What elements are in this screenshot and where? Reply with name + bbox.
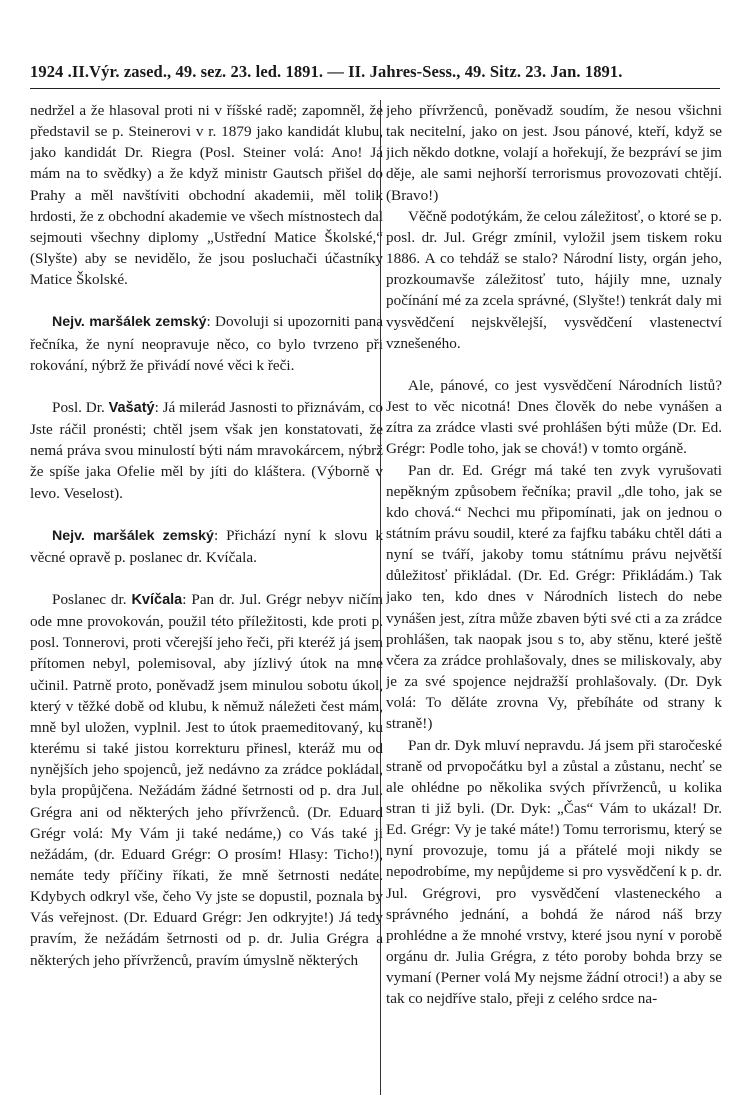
header-rule (30, 88, 720, 89)
paragraph: nedržel a že hlasoval proti ni v říšské radě; zapomněl, že představil se p. Steinerovi v r. 1879 jako kandidát klubu, jako kandidát Dr. Riegra (Posl. Steiner volá: Ano! Já mám na to svědky) a že když ministr Gautsch přišel do Prahy a měl navštíviti obchodní akademii, měl tolik hrdosti, že z obchodní akademie ve všech místnostech dal sejmouti všechny diplomy „Ustřední Matice Školské,“ (Slyšte) aby se nevidělo, že jsou posluchači účastníky Matice Školské. (30, 102, 383, 289)
speaker-title: Poslanec dr. (52, 590, 132, 608)
left-column (30, 100, 383, 1100)
paragraph: Věčně podotýkám, že celou záležitosť, o ktoré se p. posl. dr. Jul. Grégr zmínil, vyložil jsem tiskem roku 1886. A co tehdáž se stalo? Národní listy, orgán jeho, prozkoumavše záležitosť tuto, hájily mne, uznaly počínání mé za zcela správné, (Slyšte!) tenkrát daly mi vysvědčení nejskvělejší, vysvědčení vlastenectví vznešeného. (386, 207, 722, 352)
running-header: 1924 .II.Výr. zased., 49. sez. 23. led. 1891. — II. Jahres-Sess., 49. Sitz. 23. Jan. 1891. (30, 62, 623, 81)
speaker-title: Posl. Dr. (52, 398, 109, 416)
paragraph (30, 311, 383, 375)
speaker-name: Nejv. maršálek zemský (52, 314, 207, 331)
paragraph: Ale, pánové, co jest vysvědčení Národních listů? Jest to věc nicotná! Dnes člověk do nebe vynášen a zítra za zrádce vlasti své prohlášen býti může (Dr. Ed. Grégr: Podle toho, jak se chová!) v tomto orgáně. (386, 376, 722, 458)
paragraph: Pan dr. Dyk mluví nepravdu. Já jsem při staročeské straně od prvopočátku byl a zůstal a zůstanu, nechť se ale ohlédne po několika svých přívrženců, u kolika stran ti již byli. (Dr. Dyk: „Čas“ Vám to ukázal! Dr. Ed. Grégr: Vy je také máte!) Tomu terrorismu, který se nyní provozuje, tomu já a přátelé moji nikdy se nepodrobíme, my nepůjdeme si pro vysvědčení k p. dr. Jul. Grégrovi, pro vysvědčení vlasteneckého a správného jednání, a bohdá že národ náš brzy prohlédne a že mnohé vrstvy, které jsou nyní v porobě orgánu dr. Julia Grégra, z této poroby bohda brzy se vymaní (Perner volá My nejsme žádní otroci!) a aby se tak co nejdříve stalo, přeji z celého srdce na- (386, 736, 722, 1008)
speech-text: : Pan dr. Jul. Grégr nebyv ničím ode mne provokován, použil této příležitosti, kde proti p. posl. Tonnerovi, proti včerejší jeho řeči, při kteréž já jsem přítomen nebyl, polemisoval, aby jízlivý útok na mne učinil. Patrně proto, poněvadž jsem minulou sobotu úkol, který v těžké době od klubu, k němuž náležeti čest mám, mně byl uložen, vyplnil. Jest to útok praemeditovaný, ku kterému si také jistou korrekturu přinesl, kteráž mu od nynějších jeho spojenců, jež nedávno za zrádce pokládal, byla propůjčena. Nežádám žádné šetrnosti od p. dra Jul. Grégra ani od některých jeho přívrženců. (Dr. Eduard Grégr volá: My Vám ji také nedáme,) co Vás také ji nežádám, (dr. Eduard Grégr: O prosím! Hlasy: Ticho!), nemáte tedy příčiny říkati, že mně šetrnosti nedáte. Kdybych odkryl vše, čeho Vy jste se dopustil, poznala by Vás veřejnost. (Dr. Eduard Grégr: Jen odkryjte!) Já tedy pravím, že nežádám šetrnosti od p. dr. Julia Grégra a některých jeho přívrženců, pravím úmyslně některých (30, 590, 383, 969)
right-column (386, 100, 722, 1100)
paragraph: jeho přívrženců, poněvadž soudím, že nesou všichni tak necitelní, jako on jest. Jsou pánové, kteří, když se jich někdo dotkne, volají a hořekují, že bezpráví se jim děje, ale sami nejhorší terrorismus provozovati chtějí. (Bravo!) (386, 102, 722, 204)
speaker-name: Nejv. maršálek zemský (52, 527, 214, 544)
speech-text: : Já milerád Jasnosti to přiznávám, co Jste ráčil pronésti; chtěl jsem však jen konstatovati, že nemá práva svou minulostí býti nám mravokárcem, nýbrž že spíše jaka Ofelie měl by jíti do kláštera. (Výborně v levo. Veselost). (30, 398, 383, 502)
column-divider (380, 100, 381, 1095)
paragraph: Pan dr. Ed. Grégr má také ten zvyk vyrušovati nepěkným způsobem řečníka; pravil „dle toho, jak se kdo chová.“ Nechci mu připomínati, jak on jednou o státním právu soudil, které za fajfku tabáku chtěl dáti a nyní se tváří, jakoby tomu státnímu právu největší důležitosť přikládal. (Dr. Ed. Grégr: Přikládám.) Tak jako ten, kdo dnes v Národních listech do nebe vynášen jest, zítra může zbaven býti své cti a za zrádce prohlášen, tak naopak jsou s to, aby stěnu, které ještě včera za zrádce prohlašovaly, dnes se miliskovaly, aby je za své spojence nejdražší prohlašovaly. (Dr. Dyk volá: To děláte zrovna Vy, přebíháte od strany k straně!) (386, 461, 722, 733)
paragraph (30, 589, 383, 971)
paragraph (30, 397, 383, 504)
speech-text: : Přichází nyní k slovu k věcné opravě p. poslanec dr. Kvíčala. (30, 526, 383, 566)
speech-text: : Dovoluji si upozorniti pana řečníka, že nyní neopravuje něco, co bylo tvrzeno při rokování, nýbrž že přivádí nové věci k řeči. (30, 313, 383, 374)
speaker-name: Vašatý (108, 399, 155, 416)
speaker-name: Kvíčala (131, 591, 183, 608)
paragraph (30, 525, 383, 568)
